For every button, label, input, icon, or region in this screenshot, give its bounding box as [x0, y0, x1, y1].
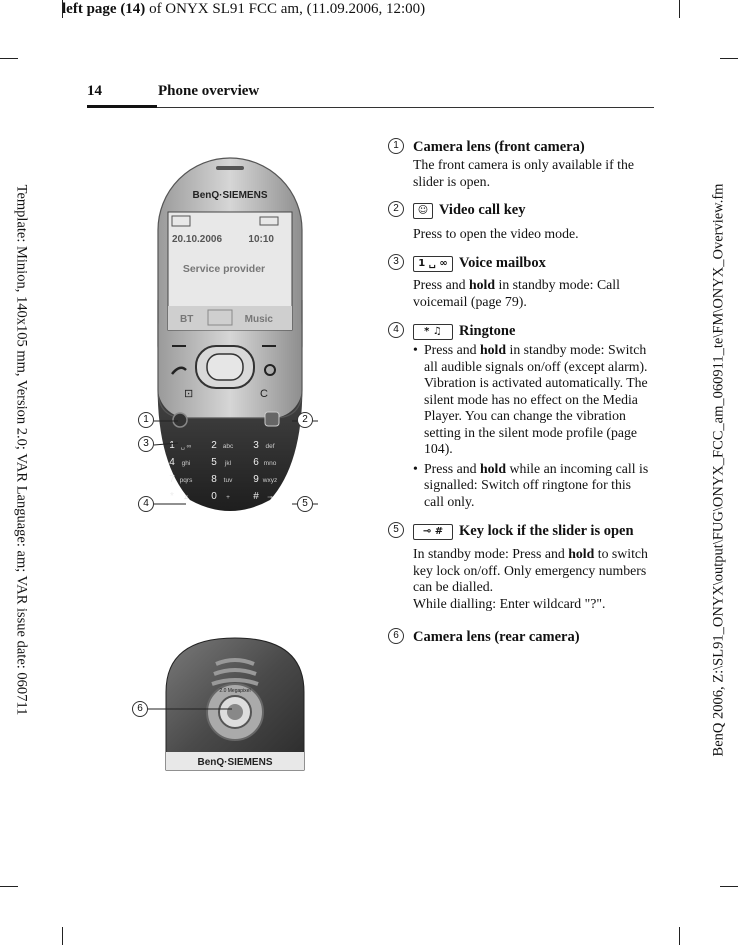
- callout-3: 3: [138, 436, 154, 452]
- screen-provider: Service provider: [182, 263, 266, 275]
- key-digit: 6: [253, 457, 259, 468]
- header-rule: [87, 107, 654, 108]
- item-number: 5: [388, 522, 404, 538]
- key-digit: 4: [169, 457, 175, 468]
- crop-mark: [0, 886, 18, 887]
- screen-time: 10:10: [248, 234, 274, 245]
- item-text: In standby mode: Press and hold to switch key lock on/off. Only emergency numbers can be dialled. While dialling: Enter wildcard "?".: [413, 546, 648, 611]
- callout-1: 1: [138, 412, 154, 428]
- item-camera-front: [388, 139, 653, 199]
- key-letters: pqrs: [179, 477, 193, 484]
- item-title: Ringtone: [459, 323, 516, 339]
- key-digit: 0: [211, 491, 217, 502]
- crop-mark: [720, 58, 738, 59]
- item-title-row: [413, 323, 515, 340]
- screen-date: 20.10.2006: [172, 234, 223, 245]
- key-digit: 2: [211, 440, 217, 451]
- right-margin-note: [704, 60, 734, 880]
- crop-mark: [679, 0, 680, 18]
- crop-mark: [0, 58, 18, 59]
- key-digit: 9: [253, 474, 259, 485]
- item-title-row: [413, 202, 525, 219]
- key-digit: 7: [169, 474, 175, 485]
- item-number: 6: [388, 628, 404, 644]
- softkey-right-label: Music: [244, 314, 273, 325]
- item-key-lock: [388, 523, 653, 618]
- key-letters: ⊸: [267, 494, 273, 501]
- lock-icon: ⊡: [184, 388, 194, 400]
- softkey-left-label: BT: [180, 314, 194, 325]
- item-text: Press to open the video mode.: [413, 226, 579, 241]
- lens-text: 2.0 Megapixel: [219, 688, 251, 694]
- section-title: Phone overview: [158, 83, 260, 99]
- key-letters: wxyz: [262, 477, 278, 484]
- item-title: Camera lens (front camera): [413, 139, 585, 155]
- left-margin-text: Template: Minion, 140x105 mm, Version 2.0; VAR Language: am; VAR issue date: 060711: [13, 184, 30, 716]
- crop-mark: [720, 886, 738, 887]
- bullet-item: • Press and hold in standby mode: Switch all audible signals on/off (except alarm). Vibration is activated automatically. The silent mode has no effect on the Media Player. You can change the vibration setting in the silent mode profile (page 104).: [413, 342, 653, 458]
- key-letters: jkl: [224, 460, 232, 467]
- item-ringtone: [388, 323, 653, 518]
- item-number: 1: [388, 138, 404, 154]
- bullet-item: • Press and hold while an incoming call is signalled: Switch off ringtone for this call only.: [413, 461, 653, 511]
- print-header-prefix: left page (14): [62, 1, 146, 17]
- key-digit: 1: [169, 440, 175, 451]
- key-letters: mno: [263, 460, 277, 467]
- item-text: The front camera is only available if the slider is open.: [413, 157, 635, 189]
- key-letters: ␣ ∞: [180, 443, 192, 450]
- key-digit: 3: [253, 440, 259, 451]
- video-call-key-icon: ☺: [413, 203, 433, 219]
- key-letters: +: [226, 494, 230, 501]
- key-letters: ghi: [181, 460, 191, 467]
- nav-center-key: [207, 354, 243, 380]
- print-header-suffix: of ONYX SL91 FCC am, (11.09.2006, 12:00): [145, 1, 426, 17]
- item-title-row: [413, 255, 546, 272]
- earpiece: [216, 166, 244, 170]
- item-title: Video call key: [439, 202, 526, 218]
- header-rule-accent: [87, 105, 157, 108]
- callout-line-rear: [146, 700, 236, 720]
- callout-6: 6: [132, 701, 148, 717]
- callout-5: 5: [297, 496, 313, 512]
- key-letters: abc: [222, 443, 234, 450]
- print-header: [62, 1, 425, 18]
- callout-2: 2: [297, 412, 313, 428]
- clear-key-icon: C: [260, 388, 268, 400]
- item-number: 4: [388, 322, 404, 338]
- key-hash-icon: ⊸ #: [413, 524, 453, 540]
- key-letters: tuv: [223, 477, 233, 484]
- key-star-icon: * ♫: [413, 324, 453, 340]
- item-voice-mailbox: [388, 255, 653, 315]
- page-number: 14: [87, 83, 102, 99]
- key-1-icon: 1 ␣ ∞: [413, 256, 453, 272]
- item-number: 2: [388, 201, 404, 217]
- key-letters: ♫: [183, 494, 189, 501]
- key-digit: *: [170, 491, 174, 502]
- item-text: Press and hold in standby mode: Call voicemail (page 79).: [413, 277, 620, 309]
- crop-mark: [679, 927, 680, 945]
- key-digit: #: [253, 491, 259, 502]
- callout-4: 4: [138, 496, 154, 512]
- item-title-row: [413, 523, 634, 540]
- item-number: 3: [388, 254, 404, 270]
- item-title: Camera lens (rear camera): [413, 629, 580, 645]
- item-camera-rear: [388, 629, 653, 649]
- item-title: Key lock if the slider is open: [459, 523, 634, 539]
- back-brand-logo: BenQ·SIEMENS: [197, 757, 273, 768]
- item-title: Voice mailbox: [459, 255, 546, 271]
- right-margin-text: BenQ 2006, Z:\SL91_ONYX\output\FUG\ONYX_FCC_am_060911_te\FM\ONYX_Overview.fm: [710, 183, 727, 757]
- key-letters: def: [265, 443, 275, 450]
- phone-brand-logo: BenQ·SIEMENS: [192, 190, 268, 201]
- left-margin-note: [6, 60, 36, 840]
- item-video-call: [388, 202, 653, 246]
- key-digit: 5: [211, 457, 217, 468]
- item-bullets: [413, 342, 653, 510]
- crop-mark: [62, 927, 63, 945]
- key-digit: 8: [211, 474, 217, 485]
